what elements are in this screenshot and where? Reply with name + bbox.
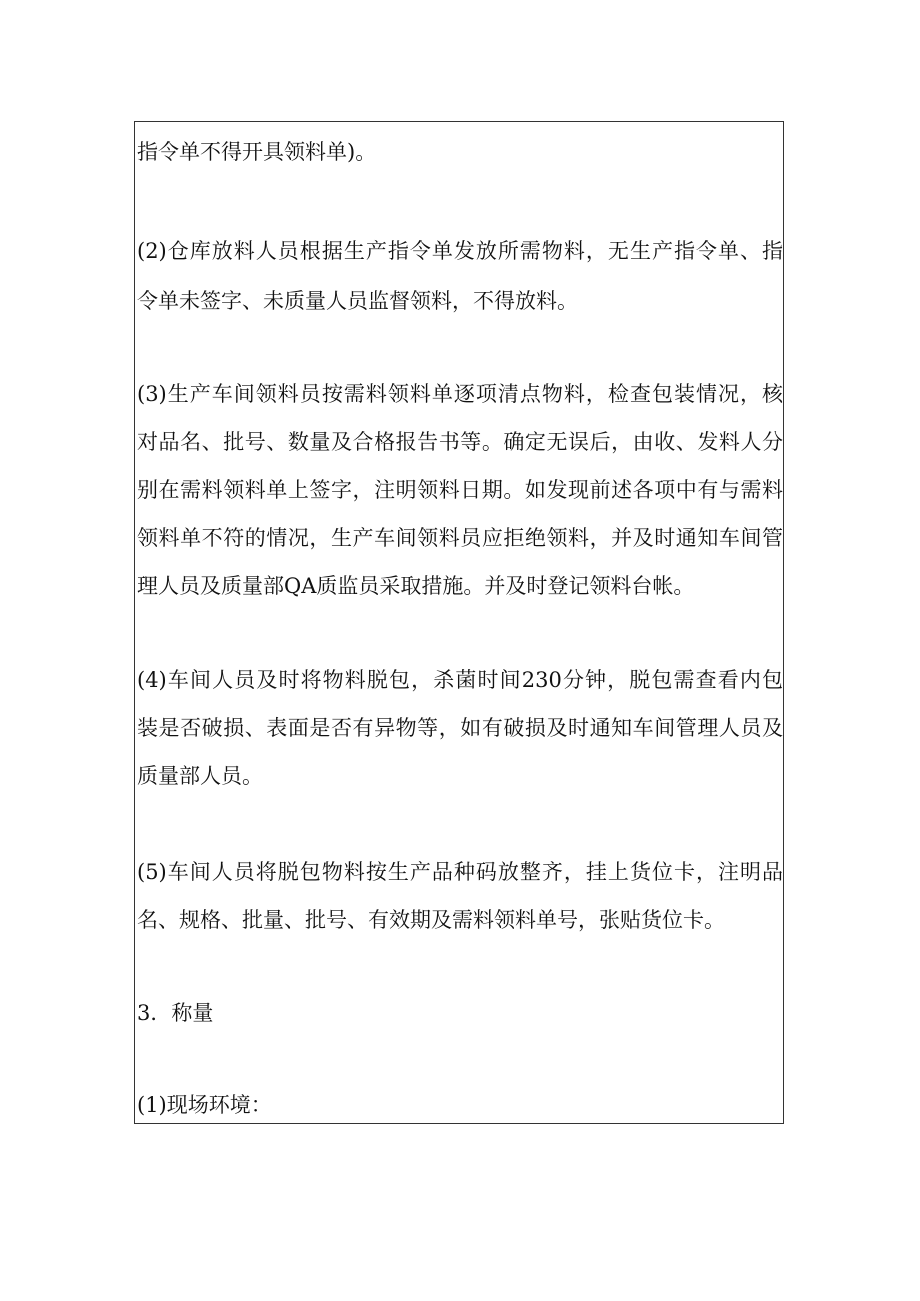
- section-heading: 3．称量: [137, 1001, 214, 1025]
- text-line: (2)仓库放料人员根据生产指令单发放所需物料，无生产指令单、指: [137, 239, 783, 263]
- text-line: (1)现场环境：: [137, 1093, 272, 1117]
- text-line: 名、规格、批量、批号、有效期及需料领料单号，张贴货位卡。: [137, 908, 725, 932]
- text-line: 令单未签字、未质量人员监督领料，不得放料。: [137, 289, 578, 313]
- text-line: 装是否破损、表面是否有异物等，如有破损及时通知车间管理人员及: [137, 716, 783, 740]
- document-frame: [134, 121, 784, 1124]
- text-line: 对品名、批号、数量及合格报告书等。确定无误后，由收、发料人分: [137, 430, 783, 454]
- text-line: (3)生产车间领料员按需料领料单逐项清点物料，检查包装情况，核: [137, 382, 783, 406]
- text-line: 领料单不符的情况，生产车间领料员应拒绝领料，并及时通知车间管: [137, 526, 783, 550]
- text-line: (5)车间人员将脱包物料按生产品种码放整齐，挂上货位卡，注明品: [137, 860, 783, 884]
- text-line: (4)车间人员及时将物料脱包，杀菌时间230分钟，脱包需查看内包: [137, 668, 783, 692]
- text-line: 指令单不得开具领料单)。: [137, 140, 377, 164]
- text-line: 理人员及质量部QA质监员采取措施。并及时登记领料台帐。: [137, 574, 695, 598]
- text-line: 质量部人员。: [137, 764, 263, 788]
- text-line: 别在需料领料单上签字，注明领料日期。如发现前述各项中有与需料: [137, 478, 783, 502]
